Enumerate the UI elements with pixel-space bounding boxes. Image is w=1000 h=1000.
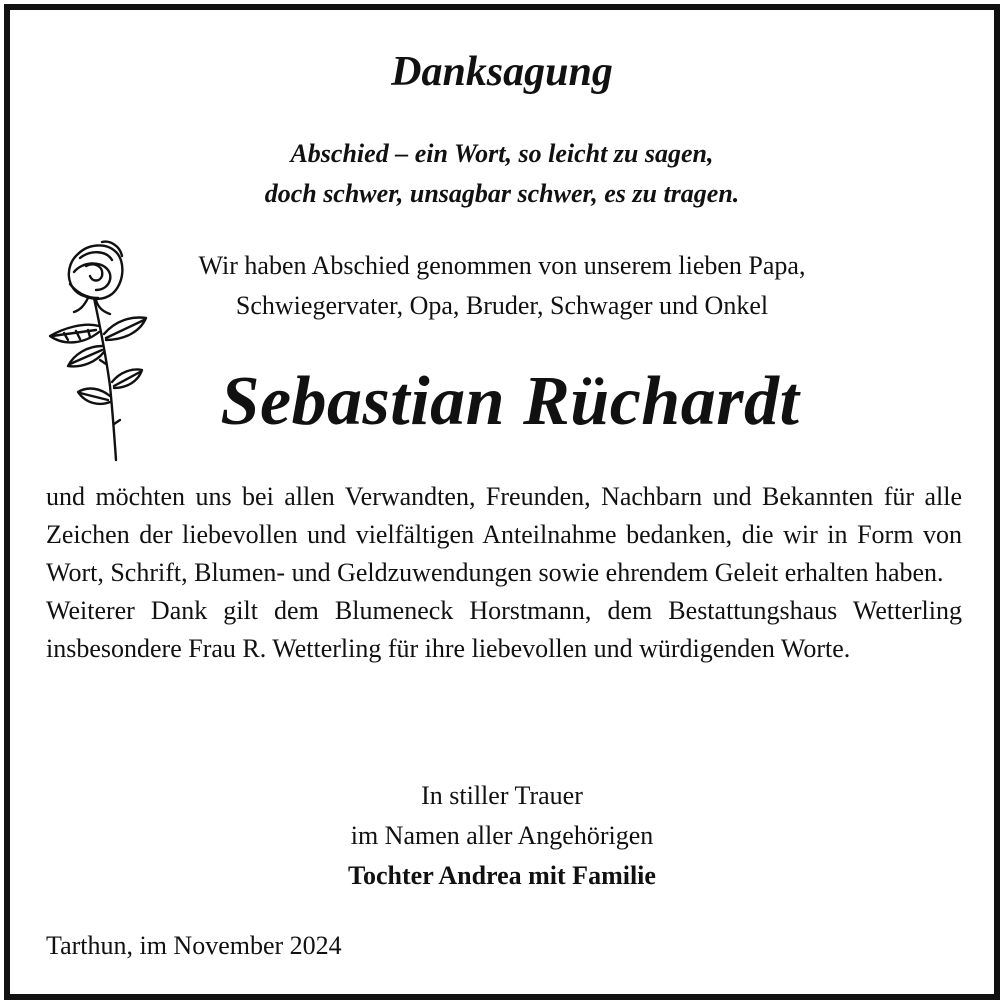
signature (10, 776, 994, 896)
thanks-paragraph-2: Weiterer Dank gilt dem Blumeneck Horstmann, dem Bestattungshaus Wetterling insbesondere Frau R. Wetterling für ihre liebevollen und würdigenden Worte. (46, 596, 962, 663)
thanks-paragraph-1: und möchten uns bei allen Verwandten, Freunden, Nachbarn und Bekannten für alle Zeichen der liebevollen und vielfältigen Anteilnahme bedanken, die wir in Form von Wort, Schrift, Blumen- und Geldzuwendungen sowie ehrendem Geleit erhalten haben. (46, 482, 962, 587)
signature-line-2: im Namen aller Angehörigen (350, 821, 654, 850)
poem-line-2: doch schwer, unsagbar schwer, es zu tragen. (264, 179, 740, 208)
signature-line-3: Tochter Andrea mit Familie (348, 861, 656, 890)
notice-heading: Danksagung (391, 49, 613, 95)
deceased-name: Sebastian Rüchardt (220, 363, 800, 440)
notice-frame (4, 4, 1000, 1000)
thanks-body (46, 478, 962, 668)
intro-text (10, 246, 994, 326)
intro-line-2: Schwiegervater, Opa, Bruder, Schwager und Onkel (235, 291, 769, 320)
intro-line-1: Wir haben Abschied genommen von unserem lieben Papa, (198, 251, 806, 280)
place-date: Tarthun, im November 2024 (46, 931, 342, 960)
poem (10, 134, 994, 214)
signature-line-1: In stiller Trauer (421, 781, 583, 810)
poem-line-1: Abschied – ein Wort, so leicht zu sagen, (290, 139, 714, 168)
